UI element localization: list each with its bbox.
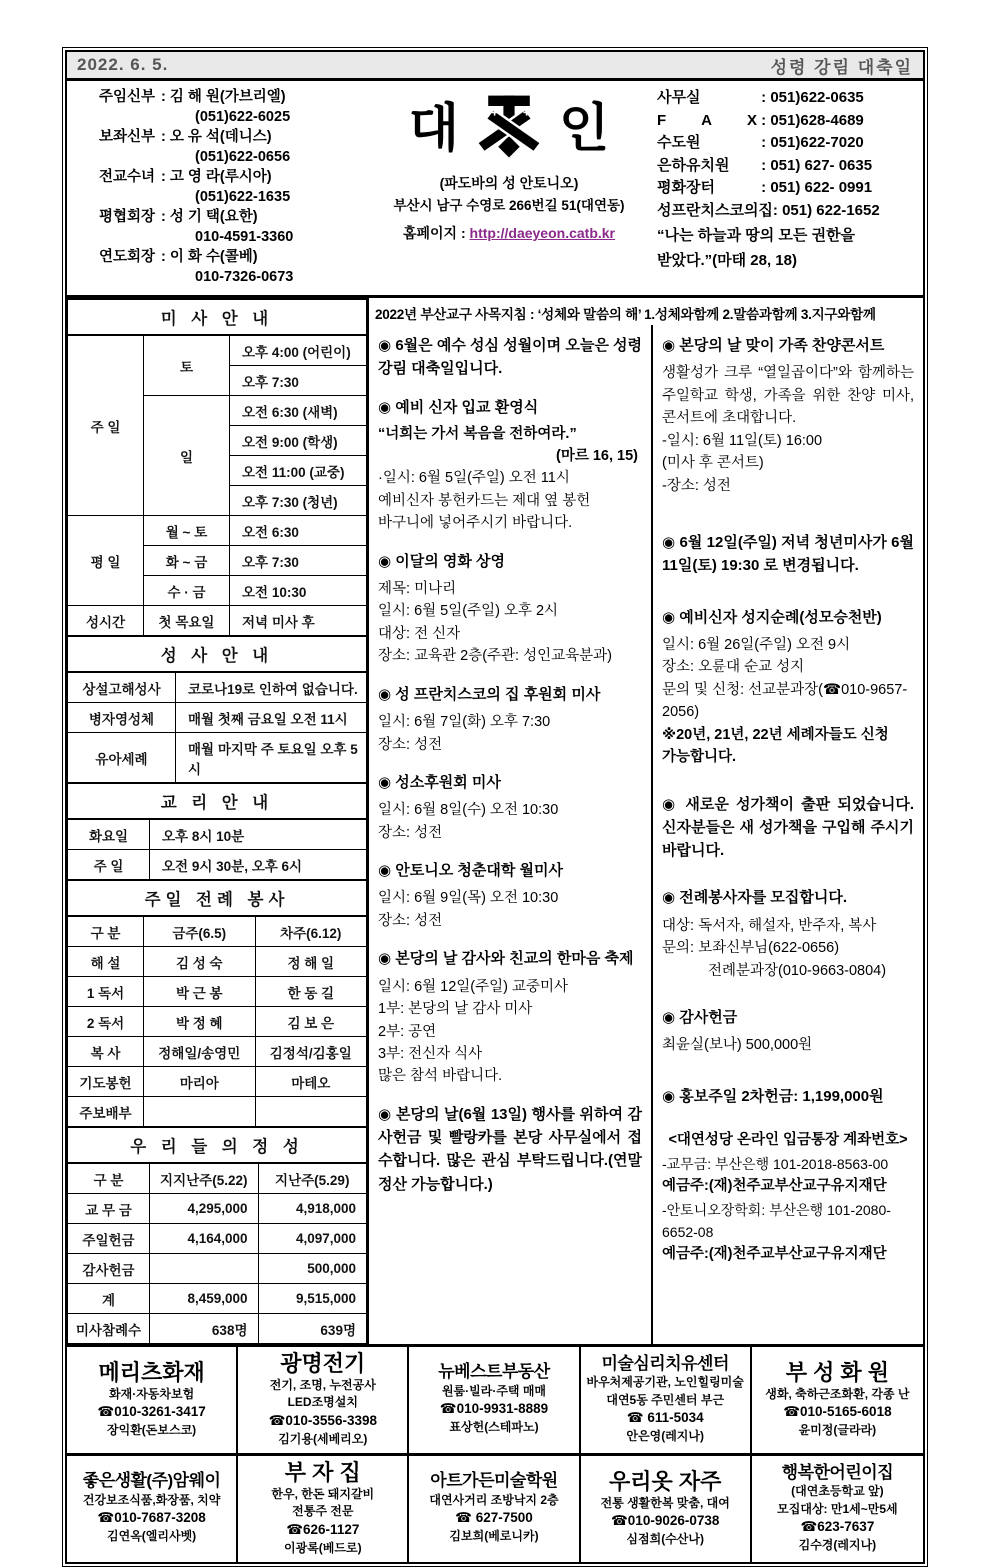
ad-name: 부 자 집 [284, 1459, 361, 1485]
ad-description: (대연초등학교 앞) [791, 1484, 884, 1499]
mass-group: 평 일 [68, 516, 144, 606]
header [67, 81, 923, 298]
phone-value: : 051)622-7020 [761, 134, 864, 151]
announcement-line: 일시: 6월 8일(수) 오전 10:30 [378, 802, 559, 819]
ad-phone: ☎010-7687-3208 [97, 1510, 206, 1526]
server-name: 마테오 [255, 1067, 367, 1097]
announcement-note: 가능합니다. [662, 749, 737, 766]
logo-char-right: 인 [559, 101, 610, 158]
ad-description: 생화, 축하근조화환, 각종 난 [765, 1386, 910, 1401]
ad-cell [581, 1456, 752, 1562]
liturgy-servers-table [67, 879, 367, 1127]
col-header: 구 분 [68, 1163, 150, 1194]
server-name: 정 해 일 [255, 947, 367, 977]
offering-amount: 4,295,000 [150, 1194, 259, 1224]
announcement-title: ◉ 6월은 예수 성심 성월이며 오늘은 성령 강림 대축일입니다. [378, 334, 642, 381]
ad-name: 우리옷 자주 [609, 1468, 722, 1494]
phone-value: : 051) 622- 0991 [761, 179, 873, 196]
ad-name: 뉴베스트부동산 [438, 1362, 550, 1382]
phone-value: : 051) 627- 0635 [761, 156, 873, 174]
announcement-title: ◉ 홍보주일 2차헌금: 1,199,000원 [662, 1085, 914, 1108]
parish-logo [371, 93, 647, 167]
announcements-middle [369, 325, 653, 1344]
ad-cell [752, 1347, 923, 1456]
announcement-line: 일시: 6월 5일(주일) 오후 2시 [378, 603, 559, 620]
ad-phone: ☎010-9026-0738 [610, 1512, 720, 1528]
mass-day: 수 · 금 [144, 576, 230, 606]
announcement-line: 장소: 성전 [378, 912, 443, 929]
announcement-title: ◉ 감사헌금 [662, 1006, 914, 1029]
offering-label: 교 무 금 [68, 1194, 150, 1224]
announcement-title: ◉ 본당의 날(6월 13일) 행사를 위하여 감사헌금 및 빨랑카를 본당 사무실에서 접수합니다. 많은 관심 부탁드립니다.(연말정산 가능합니다.) [378, 1103, 642, 1196]
ad-name: 행복한어린이집 [781, 1462, 894, 1482]
server-name: 마리아 [144, 1067, 256, 1097]
server-name: 박 정 혜 [144, 1007, 256, 1037]
server-name: 김 성 숙 [144, 947, 256, 977]
mass-day: 화 ~ 금 [144, 546, 230, 576]
announcement-line: 일시: 6월 7일(화) 오후 7:30 [378, 714, 551, 731]
ad-description: 원룸·빌라·주택 매매 [441, 1384, 547, 1399]
offering-amount: 639명 [258, 1314, 367, 1344]
ad-description: 건강보조식품,화장품, 치약 [82, 1493, 221, 1507]
role: 1 독서 [68, 977, 144, 1007]
ad-name: 좋은생활(주)암웨이 [82, 1471, 221, 1491]
section-title: 교 리 안 내 [68, 783, 367, 819]
announcement-line: 문의: 보좌신부님(622-0656) [662, 940, 840, 957]
contact-label: 연도회장 [99, 249, 156, 265]
contact-name: : 오 유 석(데니스) [161, 129, 272, 145]
announcement-title: ◉ 본당의 날 감사와 친교의 한마음 축제 [378, 947, 642, 970]
contact-name: : 고 영 라(루시아) [161, 169, 272, 185]
ad-phone: ☎010-9931-8889 [439, 1401, 549, 1417]
col-header: 지지난주(5.22) [150, 1163, 259, 1194]
announcements-area [369, 298, 923, 1344]
announcement-line: 일시: 6월 26일(주일) 오전 9시 [662, 636, 851, 653]
contact-label: 주임신부 [99, 89, 156, 105]
ad-description: 전통 생활한복 맞춤, 대여 [600, 1495, 730, 1510]
phone-row [657, 200, 919, 223]
bank-account-line: 예금주:(재)천주교부산교구유지재단 [662, 1178, 887, 1195]
bank-account-line: -교무금: 부산은행 101-2018-8563-00 [662, 1156, 889, 1172]
ad-person: 김기용(세베리오) [278, 1431, 368, 1446]
mass-day: 첫 목요일 [144, 606, 230, 636]
section-title: 성 사 안 내 [68, 636, 367, 672]
scripture-line: “너희는 가서 복음을 전하여라.” [378, 425, 577, 442]
scripture-quote-line2: 받았다.”(마태 28, 18) [657, 251, 797, 269]
offering-label: 감사헌금 [68, 1254, 150, 1284]
offering-label: 주일헌금 [68, 1224, 150, 1254]
catechism-day: 화요일 [68, 819, 150, 850]
server-name: 김정석/김홍일 [255, 1037, 367, 1067]
ad-description: 모집대상: 만1세~만5세 [777, 1501, 898, 1516]
contact-row [99, 87, 371, 107]
phone-row [657, 87, 919, 110]
ad-person: 김보희(베로니카) [449, 1529, 539, 1544]
offering-amount: 638명 [150, 1314, 259, 1344]
bank-account-line: -안토니오장학회: 부산은행 101-2080-6652-08 [662, 1201, 891, 1240]
schedule-column [67, 298, 369, 1344]
catechism-time: 오후 8시 10분 [150, 819, 367, 850]
announcement-title: ◉ 예비신자 성지순례(성모승천반) [662, 606, 914, 629]
offering-amount: 8,459,000 [150, 1284, 259, 1314]
phone-label: 사무실 [657, 89, 701, 106]
ad-person: 이광록(베드로) [284, 1540, 362, 1555]
col-header: 금주(6.5) [144, 916, 256, 947]
ad-phone: ☎ 627-7500 [455, 1510, 533, 1526]
contact-label: 보좌신부 [99, 129, 156, 145]
ad-description: LED조명설치 [287, 1395, 358, 1410]
offering-amount: 4,097,000 [258, 1224, 367, 1254]
col-header: 지난주(5.29) [258, 1163, 367, 1194]
announcement-line: 장소: 성전 [378, 736, 443, 753]
server-name: 한 동 길 [255, 977, 367, 1007]
parish-identity [371, 87, 647, 287]
mass-time: 오전 10:30 [230, 576, 367, 606]
offering-label: 미사참례수 [68, 1314, 150, 1344]
parish-subtitle: (파도바의 성 안토니오) [439, 175, 579, 191]
sacrament-value: 매월 첫째 금요일 오전 11시 [176, 703, 367, 733]
offering-amount: 9,515,000 [258, 1284, 367, 1314]
mass-group: 성시간 [68, 606, 144, 636]
announcement-line: 제목: 미나리 [378, 580, 457, 597]
contact-name: : 성 기 택(요한) [161, 209, 258, 225]
ad-description: 바우처제공기관, 노인힐링미술 [586, 1375, 744, 1390]
server-name: 정해일/송영민 [144, 1037, 256, 1067]
announcement-line: 장소: 오륜대 순교 성지 [662, 659, 805, 676]
announcement-line: 전례분과장(010-9663-0804) [708, 962, 887, 979]
contact-name: : 이 화 수(콜베) [161, 249, 258, 265]
offering-table [67, 1126, 367, 1344]
ad-name: 아트가든미술학원 [430, 1471, 558, 1491]
announcement-line: 일시: 6월 9일(목) 오전 10:30 [378, 890, 559, 907]
server-name [255, 1097, 367, 1127]
ad-phone: ☎623-7637 [800, 1518, 875, 1534]
bank-account-line: 예금주:(재)천주교부산교구유지재단 [662, 1246, 887, 1263]
ad-description: 대연사거리 조방낙지 2층 [429, 1493, 559, 1507]
mass-time: 오전 11:00 (교중) [230, 456, 367, 486]
contact-phone: (051)622-6025 [195, 109, 291, 125]
col-header: 구 분 [68, 916, 144, 947]
role: 복 사 [68, 1037, 144, 1067]
role: 기도봉헌 [68, 1067, 144, 1097]
office-phones [647, 87, 919, 287]
ad-phone: ☎010-5165-6018 [783, 1403, 892, 1419]
announcement-line: 3부: 전신자 식사 [378, 1046, 483, 1062]
clergy-contacts [71, 87, 371, 287]
phone-label: 은하유치원 [657, 156, 730, 174]
contact-phone: (051)622-1635 [195, 189, 291, 205]
contact-row [99, 207, 371, 227]
announcement-line: 예비신자 봉헌카드는 제대 옆 봉헌 [378, 492, 591, 509]
ad-person: 심점희(수산나) [626, 1532, 704, 1547]
sacrament-label: 병자영성체 [68, 703, 176, 733]
ad-cell [238, 1456, 409, 1562]
server-name: 김 보 은 [255, 1007, 367, 1037]
mass-time: 오후 4:00 (어린이) [230, 335, 367, 366]
phone-value: : 051)628-4689 [761, 111, 864, 129]
advertisement-grid [67, 1344, 923, 1562]
catechism-time: 오전 9시 30분, 오후 6시 [150, 850, 367, 880]
catechism-day: 주 일 [68, 850, 150, 880]
role: 해 설 [68, 947, 144, 977]
scripture-quote-line1: “나는 하늘과 땅의 모든 권한을 [657, 227, 856, 244]
sacrament-label: 상설고해성사 [68, 672, 176, 703]
phone-row [657, 177, 919, 200]
ad-description: 화재·자동차보험 [109, 1386, 195, 1401]
offering-amount: 4,918,000 [258, 1194, 367, 1224]
ad-phone: ☎ 611-5034 [626, 1409, 704, 1425]
announcement-title: ◉ 예비 신자 입교 환영식 [378, 396, 642, 419]
ad-description: 대연5동 주민센터 부근 [606, 1392, 725, 1407]
feast-title: 성령 강림 대축일 [770, 57, 913, 77]
announcements-right [653, 325, 923, 1344]
sacrament-label: 유아세례 [68, 733, 176, 783]
ad-cell [409, 1456, 580, 1562]
ad-phone: ☎626-1127 [286, 1521, 360, 1537]
contact-phone: (051)622-0656 [195, 149, 291, 165]
contact-name: : 김 해 원(가브리엘) [161, 89, 286, 105]
offering-label: 계 [68, 1284, 150, 1314]
bulletin-page [62, 47, 928, 1567]
announcement-columns [369, 325, 923, 1344]
contact-row [99, 127, 371, 147]
offering-amount: 500,000 [258, 1254, 367, 1284]
announcement-line: 많은 참석 바랍니다. [378, 1068, 503, 1085]
role: 주보배부 [68, 1097, 144, 1127]
ad-description: 전통주 전문 [292, 1504, 354, 1519]
ad-name: 메리츠화재 [98, 1359, 205, 1385]
server-name [144, 1097, 256, 1127]
ad-person: 김연옥(엘리사벳) [107, 1529, 197, 1544]
phone-row [657, 155, 919, 178]
mass-day: 일 [144, 396, 230, 516]
announcement-line: 최윤실(보나) 500,000원 [662, 1037, 813, 1054]
announcement-line: 문의 및 신청: 선교분과장(☎010-9657-2056) [662, 681, 908, 721]
announcement-note: ※20년, 21년, 22년 세례자들도 신청 [662, 726, 889, 743]
ad-person: 안은영(레지나) [626, 1429, 704, 1444]
ad-cell [581, 1347, 752, 1456]
announcement-line: (미사 후 콘서트) [662, 455, 764, 472]
mass-time: 저녁 미사 후 [230, 606, 367, 636]
mass-time: 오후 7:30 [230, 366, 367, 396]
announcement-line: -장소: 성전 [662, 477, 731, 494]
ad-cell [752, 1456, 923, 1562]
top-bar [67, 52, 923, 81]
phone-row [657, 110, 919, 133]
phone-label: 성프란치스코의집 [657, 201, 773, 219]
announcement-line: 일시: 6월 12일(주일) 교중미사 [378, 978, 569, 995]
ad-phone: ☎010-3261-3417 [97, 1403, 206, 1419]
ad-phone: ☎010-3556-3398 [268, 1412, 377, 1428]
col-header: 차주(6.12) [255, 916, 367, 947]
homepage-label: 홈페이지 : [402, 225, 466, 241]
logo-char-left: 대 [408, 101, 459, 158]
sacrament-value: 코로나19로 인하여 없습니다. [176, 672, 367, 703]
main-body [67, 298, 923, 1344]
mass-day: 토 [144, 335, 230, 396]
announcement-line: 바구니에 넣어주시기 바랍니다. [378, 515, 573, 532]
ad-cell [67, 1456, 238, 1562]
issue-date: 2022. 6. 5. [77, 55, 169, 74]
mass-time: 오전 6:30 (새벽) [230, 396, 367, 426]
phone-value: : 051) 622-1652 [772, 201, 880, 219]
contact-label: 전교수녀 [99, 169, 156, 185]
announcement-title: ◉ 새로운 성가책이 출판 되었습니다. 신자분들은 새 성가책을 구입해 주시기 바랍니다. [662, 793, 914, 863]
announcement-title: ◉ 본당의 날 맞이 가족 찬양콘서트 [662, 334, 914, 357]
announcement-paragraph: 생활성가 크루 “열일곱이다”와 함께하는 주일학교 학생, 가족을 위한 찬양 미사, 콘서트에 초대합니다. [662, 365, 914, 427]
announcement-title: ◉ 이달의 영화 상영 [378, 550, 642, 573]
contact-row [99, 167, 371, 187]
ad-name: 광명전기 [280, 1351, 366, 1376]
mass-group: 주 일 [68, 335, 144, 516]
announcement-line: ·일시: 6월 5일(주일) 오전 11시 [378, 470, 570, 487]
announcement-title: ◉ 안토니오 청춘대학 월미사 [378, 859, 642, 882]
announcement-line: 2부: 공연 [378, 1023, 437, 1040]
mass-schedule-table [67, 298, 367, 636]
mass-time: 오전 9:00 (학생) [230, 426, 367, 456]
announcement-line: 1부: 본당의 날 감사 미사 [378, 1001, 533, 1018]
server-name: 박 근 봉 [144, 977, 256, 1007]
parish-address: 부산시 남구 수영로 266번길 51(대연동) [393, 198, 625, 213]
homepage-row [371, 223, 647, 243]
ad-name: 부 성 화 원 [785, 1359, 890, 1385]
announcement-line: -일시: 6월 11일(토) 16:00 [662, 432, 823, 449]
ad-description: 한우, 한돈 돼지갈비 [271, 1487, 375, 1502]
ad-description: 전기, 조명, 누전공사 [269, 1378, 376, 1393]
mass-time: 오후 7:30 (청년) [230, 486, 367, 516]
ad-cell [238, 1347, 409, 1456]
contact-phone: 010-4591-3360 [195, 229, 294, 245]
homepage-link[interactable]: http://daeyeon.catb.kr [469, 225, 615, 241]
mass-day: 월 ~ 토 [144, 516, 230, 546]
sacrament-value: 매월 마지막 주 토요일 오후 5시 [176, 733, 367, 783]
ad-cell [67, 1347, 238, 1456]
mass-time: 오전 6:30 [230, 516, 367, 546]
sacrament-table [67, 635, 367, 783]
phone-label: 평화장터 [657, 179, 715, 196]
ad-cell [409, 1347, 580, 1456]
bank-account-heading: <대연성당 온라인 입금통장 계좌번호> [668, 1132, 908, 1148]
ad-person: 윤미정(글라라) [798, 1423, 877, 1438]
catechism-table [67, 782, 367, 880]
announcement-line: 대상: 독서자, 해설자, 반주자, 복사 [662, 917, 877, 934]
announcement-line: 장소: 성전 [378, 824, 443, 841]
phone-row [657, 132, 919, 155]
phone-label: 수도원 [657, 134, 701, 151]
ad-person: 장익환(돈보스코) [107, 1423, 197, 1438]
franciscan-cross-icon [469, 93, 549, 167]
phone-value: : 051)622-0635 [761, 89, 864, 106]
role: 2 독서 [68, 1007, 144, 1037]
pastoral-guideline: 2022년 부산교구 사목지침 : ‘성체와 말씀의 해’ 1.성체와함께 2.말씀과함께 3.지구와함께 [375, 307, 876, 322]
ad-person: 김수경(레지나) [798, 1538, 877, 1552]
announcement-line: 대상: 전 신자 [378, 625, 461, 642]
offering-amount [150, 1254, 259, 1284]
announcement-title: ◉ 성 프란치스코의 집 후원회 미사 [378, 683, 642, 706]
contact-row [99, 247, 371, 267]
scripture-ref: (마르 16, 15) [555, 447, 638, 464]
announcement-title: ◉ 성소후원회 미사 [378, 771, 642, 794]
bulletin-frame [65, 50, 925, 1564]
announcement-title: ◉ 6월 12일(주일) 저녁 청년미사가 6월 11일(토) 19:30 로 변경됩니다. [662, 531, 914, 578]
section-title: 미 사 안 내 [68, 299, 367, 335]
ad-name: 미술심리치유센터 [601, 1353, 729, 1373]
contact-label: 평협회장 [99, 209, 156, 225]
offering-amount: 4,164,000 [150, 1224, 259, 1254]
section-title: 우 리 들 의 정 성 [68, 1127, 367, 1163]
ad-person: 표상헌(스테파노) [449, 1420, 539, 1435]
section-title: 주일 전례 봉사 [68, 880, 367, 916]
phone-label: F A X [657, 111, 757, 129]
announcement-line: 장소: 교육관 2층(주관: 성인교육분과) [378, 648, 612, 665]
announcement-title: ◉ 전례봉사자를 모집합니다. [662, 886, 914, 909]
contact-phone: 010-7326-0673 [195, 269, 294, 285]
mass-time: 오후 7:30 [230, 546, 367, 576]
